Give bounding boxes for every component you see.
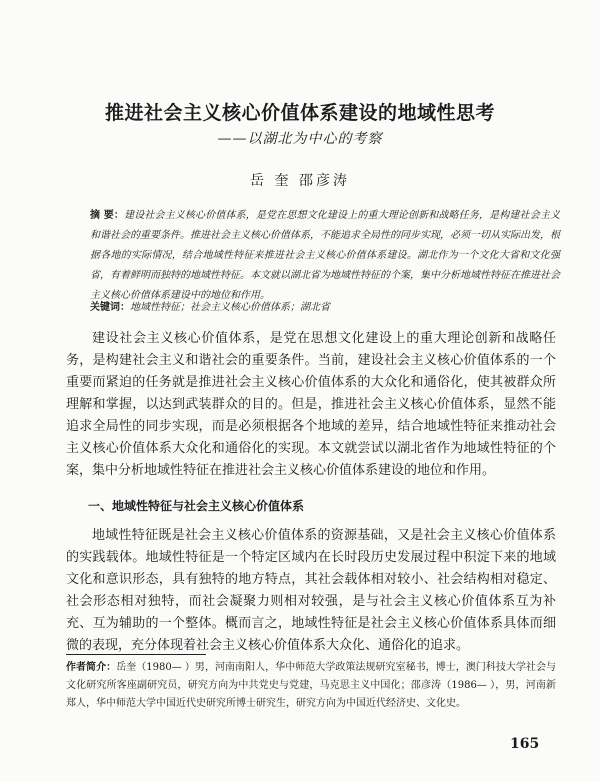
footnote-text: 岳奎（1980— ）男，河南南阳人，华中师范大学政策法规研究室秘书，博士，澳门科技大学社会与文化研究所客座副研究员，研究方向为中共党史与党建，马克思主义中国化；邵彦涛（1986— ），男，河南新郑人，华中师范大学中国近代史研究所博士研究生，研究方向为中国近代经济史、文化史。 — [66, 662, 556, 709]
abstract — [90, 206, 560, 306]
abstract-label: 摘 要： — [90, 210, 125, 221]
footnote-label: 作者简介： — [66, 662, 117, 673]
author-footnote — [66, 659, 556, 713]
article-title: 推进社会主义核心价值体系建设的地域性思考 — [104, 102, 495, 124]
keywords-label: 关键词： — [90, 302, 130, 313]
keywords-text: 地域性特征；社会主义核心价值体系；湖北省 — [130, 302, 330, 313]
footnote-divider — [66, 654, 206, 655]
abstract-text: 建设社会主义核心价值体系，是党在思想文化建设上的重大理论创新和战略任务，是构建社会主义和谐社会的重要条件。推进社会主义核心价值体系，不能追求全局性的同步实现，必须一切从实际出发，根据各地的实际情况，结合地域性特征来推进社会主义核心价值体系建设。湖北作为一个文化大省和文化强省，有着鲜明而独特的地域性特征。本文就以湖北省为地域性特征的个案，集中分析地域性特征在推进社会主义核心价值体系建设中的地位和作用。 — [90, 210, 561, 301]
section-heading: 一、地域性特征与社会主义核心价值体系 — [88, 499, 305, 513]
intro-paragraph: 建设社会主义核心价值体系，是党在思想文化建设上的重大理论创新和战略任务，是构建社会主义和谐社会的重要条件。当前，建设社会主义核心价值体系的一个重要而紧迫的任务就是推进社会主义核心价值体系的大众化和通俗化，使其被群众所理解和掌握，以达到武装群众的目的。但是，推进社会主义核心价值体系，显然不能追求全局性的同步实现，而是必须根据各个地域的差异，结合地域性特征来推动社会主义核心价值体系大众化和通俗化的实现。本文就尝试以湖北省作为地域性特征的个案，集中分析地域性特征在推进社会主义核心价值体系建设的地位和作用。 — [66, 331, 556, 478]
article-authors: 岳 奎 邵彦涛 — [250, 173, 350, 189]
section-paragraph: 地域性特征既是社会主义核心价值体系的资源基础，又是社会主义核心价值体系的实践载体。地域性特征是一个特定区域内在长时段历史发展过程中积淀下来的地域文化和意识形态，具有独特的地方特点，其社会载体相对较小、社会结构相对稳定、社会形态相对独特，而社会凝聚力则相对较强，是与社会主义核心价值体系互为补充、互为辅助的一个整体。概而言之，地域性特征是社会主义核心价值体系具体而细微的表现，充分体现着社会主义核心价值体系大众化、通俗化的追求。 — [66, 528, 556, 653]
page-number: 165 — [510, 736, 540, 752]
article-subtitle: ——以湖北为中心的考察 — [217, 131, 383, 147]
keywords — [90, 300, 560, 316]
